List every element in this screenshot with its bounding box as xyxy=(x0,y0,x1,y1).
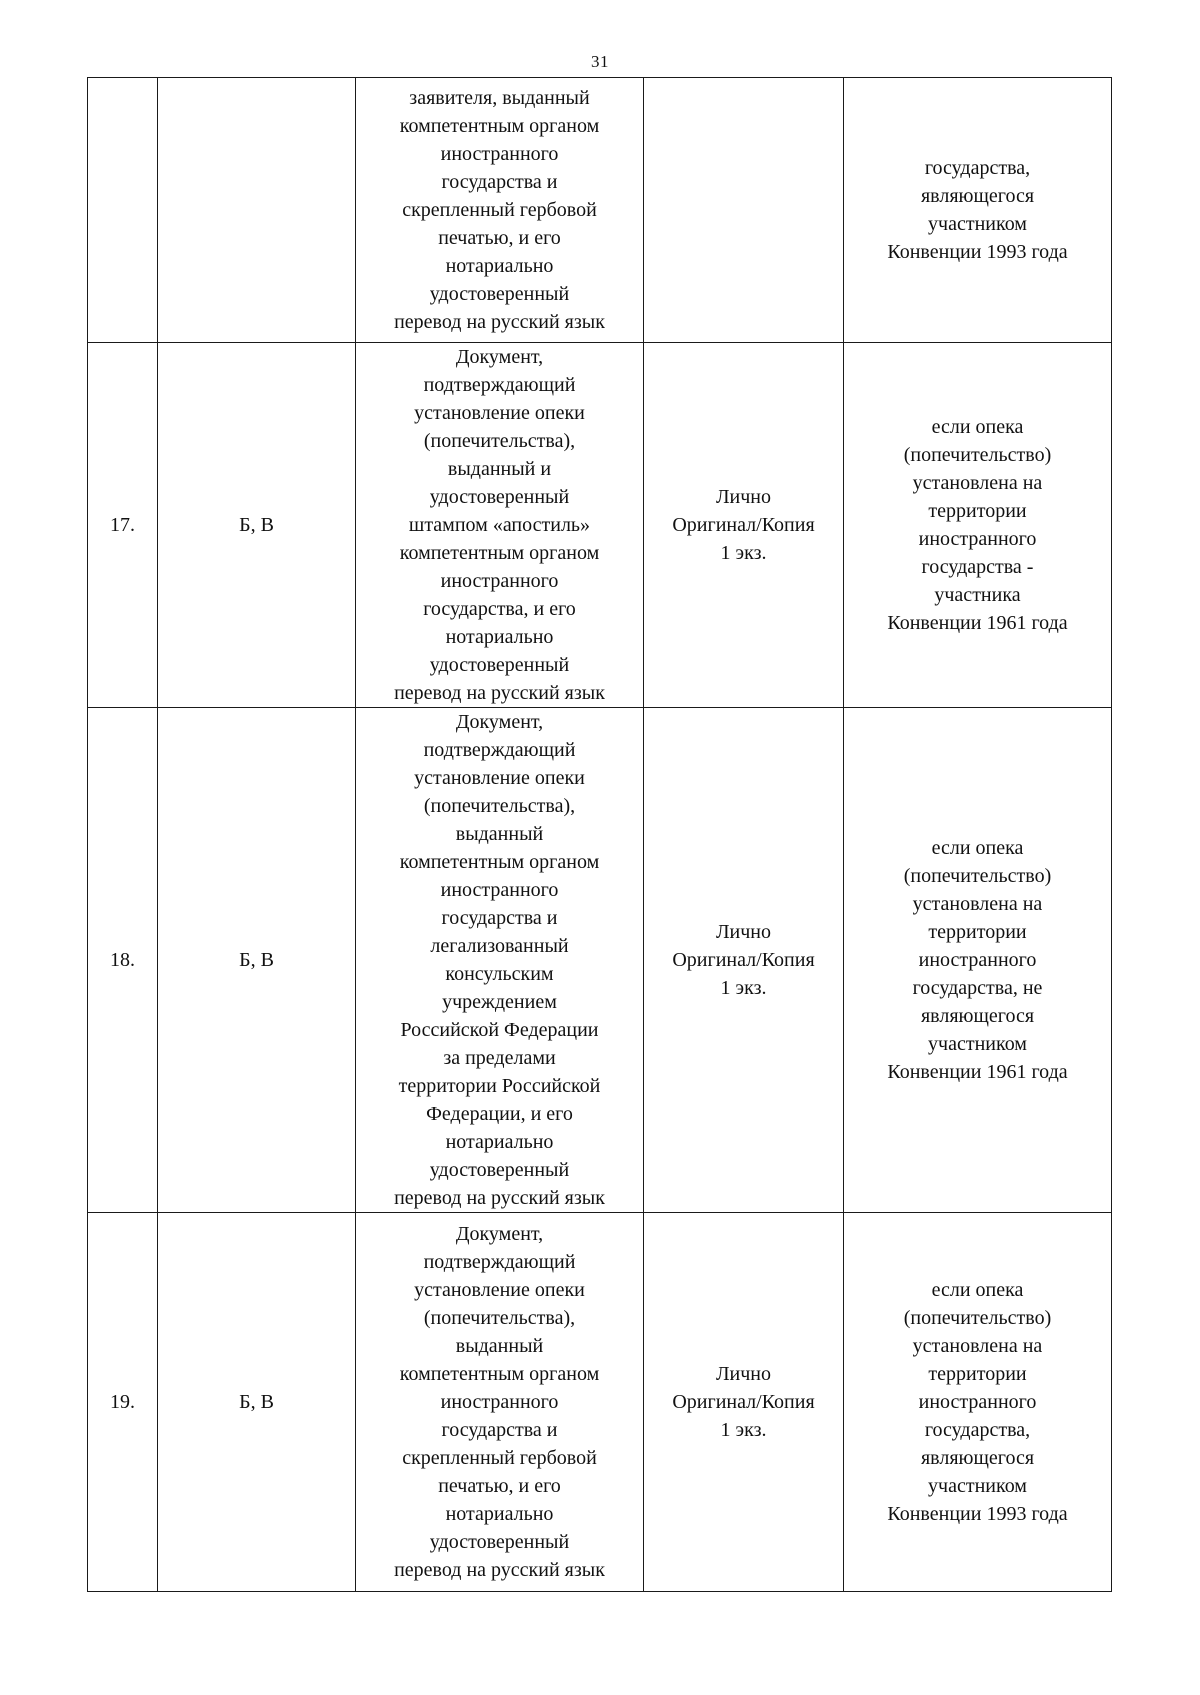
cell-line: (попечительство) xyxy=(903,865,1052,887)
cell-line: иностранного xyxy=(440,1391,559,1413)
cell-line: (попечительство) xyxy=(903,444,1052,466)
condition-cell xyxy=(844,78,1112,343)
cell-line: подтверждающий xyxy=(423,374,576,396)
cell-line: штампом «апостиль» xyxy=(408,514,591,536)
cell-line: установлена на xyxy=(912,1335,1043,1357)
cell-line: государства, и его xyxy=(423,598,576,620)
condition-cell xyxy=(844,343,1112,708)
cell-line: (попечительства), xyxy=(423,795,576,817)
cell-line: консульским xyxy=(445,963,554,985)
cell-line: если опека xyxy=(931,1279,1024,1301)
documents-table xyxy=(87,77,1112,1592)
cell-line: государства, не xyxy=(912,977,1043,999)
cell-line: территории xyxy=(928,921,1027,943)
cell-line: скрепленный гербовой xyxy=(402,1447,597,1469)
cell-line: (попечительства), xyxy=(423,430,576,452)
cell-line: перевод на русский язык xyxy=(394,1559,605,1581)
cell-line: Документ, xyxy=(455,711,544,733)
document-cell xyxy=(356,343,644,708)
cell-line: установление опеки xyxy=(414,402,585,424)
cell-line: Лично xyxy=(715,921,772,943)
page-number: 31 xyxy=(591,52,609,71)
cell-line: если опека xyxy=(931,416,1024,438)
row-number-cell xyxy=(88,78,158,343)
cell-line: Оригинал/Копия xyxy=(672,949,815,971)
cell-line: Документ, xyxy=(455,1223,544,1245)
cell-line: Лично xyxy=(715,486,772,508)
cell-line: перевод на русский язык xyxy=(394,311,605,333)
cell-line: (попечительство) xyxy=(903,1307,1052,1329)
submission-cell xyxy=(644,1213,844,1592)
cell-line: территории Российской xyxy=(398,1075,601,1097)
category-cell: Б, В xyxy=(158,343,356,708)
cell-line: легализованный xyxy=(430,935,569,957)
cell-line: Оригинал/Копия xyxy=(672,514,815,536)
cell-line: установлена на xyxy=(912,472,1043,494)
cell-line: компетентным органом xyxy=(399,1363,600,1385)
cell-line: установлена на xyxy=(912,893,1043,915)
cell-line: (попечительства), xyxy=(423,1307,576,1329)
document-cell xyxy=(356,78,644,343)
table-row xyxy=(88,343,1112,708)
cell-line: государства и xyxy=(441,171,558,193)
cell-line: подтверждающий xyxy=(423,1251,576,1273)
cell-line: выданный xyxy=(455,823,544,845)
row-number-cell: 18. xyxy=(88,708,158,1213)
cell-line: установление опеки xyxy=(414,767,585,789)
cell-line: иностранного xyxy=(440,570,559,592)
cell-line: Лично xyxy=(715,1363,772,1385)
cell-line: компетентным органом xyxy=(399,542,600,564)
submission-cell xyxy=(644,343,844,708)
cell-line: Конвенции 1993 года xyxy=(887,241,1068,263)
cell-line: участником xyxy=(928,213,1027,235)
cell-line: государства и xyxy=(441,907,558,929)
cell-line: являющегося xyxy=(920,1005,1035,1027)
cell-line: если опека xyxy=(931,837,1024,859)
cell-line: удостоверенный xyxy=(429,1531,570,1553)
cell-line: компетентным органом xyxy=(399,115,600,137)
cell-line: Конвенции 1993 года xyxy=(887,1503,1068,1525)
category-cell xyxy=(158,78,356,343)
cell-line: являющегося xyxy=(920,185,1035,207)
cell-line: государства - xyxy=(921,556,1034,578)
condition-cell xyxy=(844,708,1112,1213)
cell-line: 1 экз. xyxy=(720,977,767,999)
cell-line: участником xyxy=(928,1475,1027,1497)
cell-line: Федерации, и его xyxy=(426,1103,573,1125)
cell-line: нотариально xyxy=(445,1503,554,1525)
cell-line: удостоверенный xyxy=(429,654,570,676)
cell-line: 1 экз. xyxy=(720,1419,767,1441)
cell-line: государства и xyxy=(441,1419,558,1441)
cell-line: иностранного xyxy=(918,949,1037,971)
cell-line: выданный xyxy=(455,1335,544,1357)
cell-line: иностранного xyxy=(440,143,559,165)
document-cell xyxy=(356,708,644,1213)
condition-cell xyxy=(844,1213,1112,1592)
cell-line: Конвенции 1961 года xyxy=(887,1061,1068,1083)
cell-line: нотариально xyxy=(445,255,554,277)
cell-line: Документ, xyxy=(455,346,544,368)
cell-line: удостоверенный xyxy=(429,1159,570,1181)
cell-line: являющегося xyxy=(920,1447,1035,1469)
table-row xyxy=(88,78,1112,343)
category-cell: Б, В xyxy=(158,708,356,1213)
cell-line: участника xyxy=(934,584,1021,606)
cell-line: за пределами xyxy=(443,1047,556,1069)
cell-line: заявителя, выданный xyxy=(409,87,590,109)
cell-line: печатью, и его xyxy=(438,227,561,249)
cell-line: печатью, и его xyxy=(438,1475,561,1497)
cell-line: государства, xyxy=(924,1419,1031,1441)
cell-line: иностранного xyxy=(918,1391,1037,1413)
cell-line: перевод на русский язык xyxy=(394,1187,605,1209)
cell-line: перевод на русский язык xyxy=(394,682,605,704)
cell-line: удостоверенный xyxy=(429,283,570,305)
cell-line: компетентным органом xyxy=(399,851,600,873)
cell-line: территории xyxy=(928,500,1027,522)
cell-line: Оригинал/Копия xyxy=(672,1391,815,1413)
table-row xyxy=(88,708,1112,1213)
category-cell: Б, В xyxy=(158,1213,356,1592)
cell-line: подтверждающий xyxy=(423,739,576,761)
cell-line: учреждением xyxy=(442,991,557,1013)
cell-line: 1 экз. xyxy=(720,542,767,564)
cell-line: территории xyxy=(928,1363,1027,1385)
cell-line: установление опеки xyxy=(414,1279,585,1301)
cell-line: скрепленный гербовой xyxy=(402,199,597,221)
cell-line: выданный и xyxy=(447,458,552,480)
cell-line: иностранного xyxy=(440,879,559,901)
row-number-cell: 17. xyxy=(88,343,158,708)
cell-line: нотариально xyxy=(445,626,554,648)
cell-line: Российской Федерации xyxy=(400,1019,599,1041)
cell-line: иностранного xyxy=(918,528,1037,550)
document-cell xyxy=(356,1213,644,1592)
submission-cell xyxy=(644,708,844,1213)
cell-line: участником xyxy=(928,1033,1027,1055)
cell-line: нотариально xyxy=(445,1131,554,1153)
table-row xyxy=(88,1213,1112,1592)
row-number-cell: 19. xyxy=(88,1213,158,1592)
cell-line: Конвенции 1961 года xyxy=(887,612,1068,634)
cell-line: государства, xyxy=(924,157,1031,179)
submission-cell xyxy=(644,78,844,343)
cell-line: удостоверенный xyxy=(429,486,570,508)
